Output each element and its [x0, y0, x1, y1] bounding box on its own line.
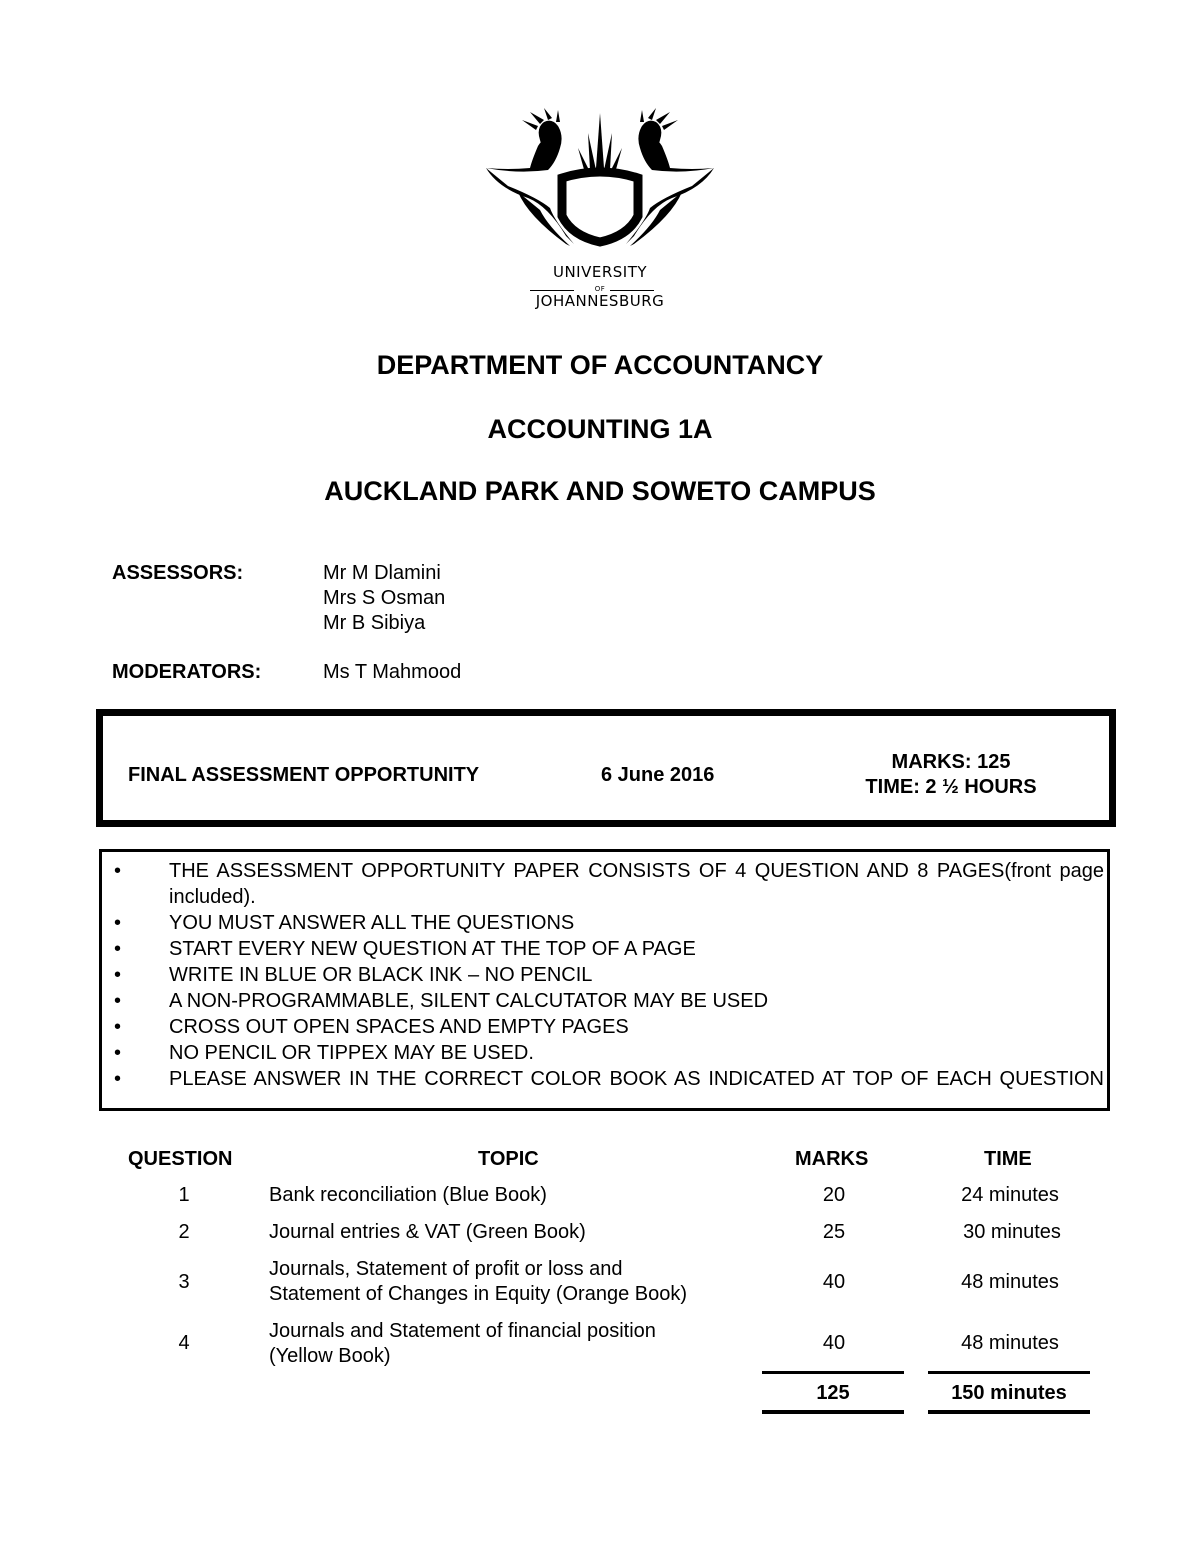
bullet-icon: •	[114, 990, 122, 1012]
marks-value: 40	[822, 1271, 846, 1293]
course-title: ACCOUNTING 1A	[487, 414, 713, 444]
instruction-item: • PLEASE ANSWER IN THE CORRECT COLOR BOOK AS INDICATED AT TOP OF EACH QUESTION	[114, 1068, 1104, 1090]
topic-text: Journals and Statement of financial position	[269, 1320, 656, 1342]
bullet-icon: •	[114, 938, 122, 960]
marks-value: 25	[822, 1221, 846, 1243]
instruction-item: • WRITE IN BLUE OR BLACK INK – NO PENCIL	[114, 964, 593, 986]
assessment-date: 6 June 2016	[601, 764, 715, 786]
instructions-box	[99, 849, 1110, 1111]
moderators-label: MODERATORS:	[112, 661, 262, 683]
instruction-item: • NO PENCIL OR TIPPEX MAY BE USED.	[114, 1042, 534, 1064]
time-value: 48 minutes	[961, 1332, 1059, 1354]
university-logo	[478, 108, 722, 313]
logo-university-text: UNIVERSITY	[552, 263, 648, 281]
topic-text: Bank reconciliation (Blue Book)	[269, 1184, 547, 1206]
bullet-icon: •	[114, 1042, 122, 1064]
assessor-name: Mr M Dlamini	[323, 562, 441, 584]
question-number: 4	[178, 1332, 190, 1354]
bullet-icon: •	[114, 860, 122, 882]
bullet-icon: •	[114, 912, 122, 934]
moderator-name: Ms T Mahmood	[323, 661, 462, 683]
instruction-item: • A NON-PROGRAMMABLE, SILENT CALCUTATOR MAY BE USED	[114, 990, 769, 1012]
total-marks: 125	[816, 1382, 850, 1404]
bullet-icon: •	[114, 1016, 122, 1038]
question-number: 3	[178, 1271, 190, 1293]
marks-total-top-rule	[762, 1371, 904, 1374]
marks-total-bottom-rule	[762, 1410, 904, 1414]
time-total-bottom-rule	[928, 1410, 1090, 1414]
instructions-list	[114, 858, 1104, 1092]
time-column-header: TIME	[984, 1148, 1032, 1170]
topic-text: Statement of Changes in Equity (Orange Book)	[269, 1283, 688, 1305]
bullet-icon: •	[114, 964, 122, 986]
time-value: 30 minutes	[963, 1221, 1061, 1243]
logo-johannesburg-text: JOHANNESBURG	[535, 292, 665, 310]
assessment-title: FINAL ASSESSMENT OPPORTUNITY	[128, 764, 480, 786]
time-value: 24 minutes	[961, 1184, 1059, 1206]
campus-title: AUCKLAND PARK AND SOWETO CAMPUS	[324, 476, 876, 506]
marks-value: 20	[822, 1184, 846, 1206]
assessment-time: TIME: 2 ½ HOURS	[865, 776, 1037, 798]
topic-text: (Yellow Book)	[269, 1345, 391, 1367]
question-number: 1	[178, 1184, 190, 1206]
topic-column-header: TOPIC	[478, 1148, 539, 1170]
assessment-marks: MARKS: 125	[891, 751, 1011, 773]
assessor-name: Mr B Sibiya	[323, 612, 426, 634]
assessment-info-box	[96, 709, 1116, 827]
instruction-item: • YOU MUST ANSWER ALL THE QUESTIONS	[114, 912, 575, 934]
marks-value: 40	[822, 1332, 846, 1354]
instruction-item: • THE ASSESSMENT OPPORTUNITY PAPER CONSISTS OF 4 QUESTION AND 8 PAGES(front page included).	[114, 860, 1104, 908]
instruction-item: • CROSS OUT OPEN SPACES AND EMPTY PAGES	[114, 1016, 629, 1038]
topic-text: Journal entries & VAT (Green Book)	[269, 1221, 586, 1243]
topic-text: Journals, Statement of profit or loss and	[269, 1258, 623, 1280]
assessor-name: Mrs S Osman	[323, 587, 446, 609]
department-title: DEPARTMENT OF ACCOUNTANCY	[376, 350, 824, 380]
assessors-label: ASSESSORS:	[112, 562, 244, 584]
crest-icon	[478, 108, 722, 258]
logo-of-text: OF	[594, 285, 606, 293]
time-value: 48 minutes	[961, 1271, 1059, 1293]
marks-column-header: MARKS	[795, 1148, 869, 1170]
total-time: 150 minutes	[951, 1382, 1067, 1404]
time-total-top-rule	[928, 1371, 1090, 1374]
question-column-header: QUESTION	[128, 1148, 233, 1170]
question-number: 2	[178, 1221, 190, 1243]
instruction-item: • START EVERY NEW QUESTION AT THE TOP OF A PAGE	[114, 938, 696, 960]
bullet-icon: •	[114, 1068, 122, 1090]
logo-rule-right	[610, 290, 654, 291]
